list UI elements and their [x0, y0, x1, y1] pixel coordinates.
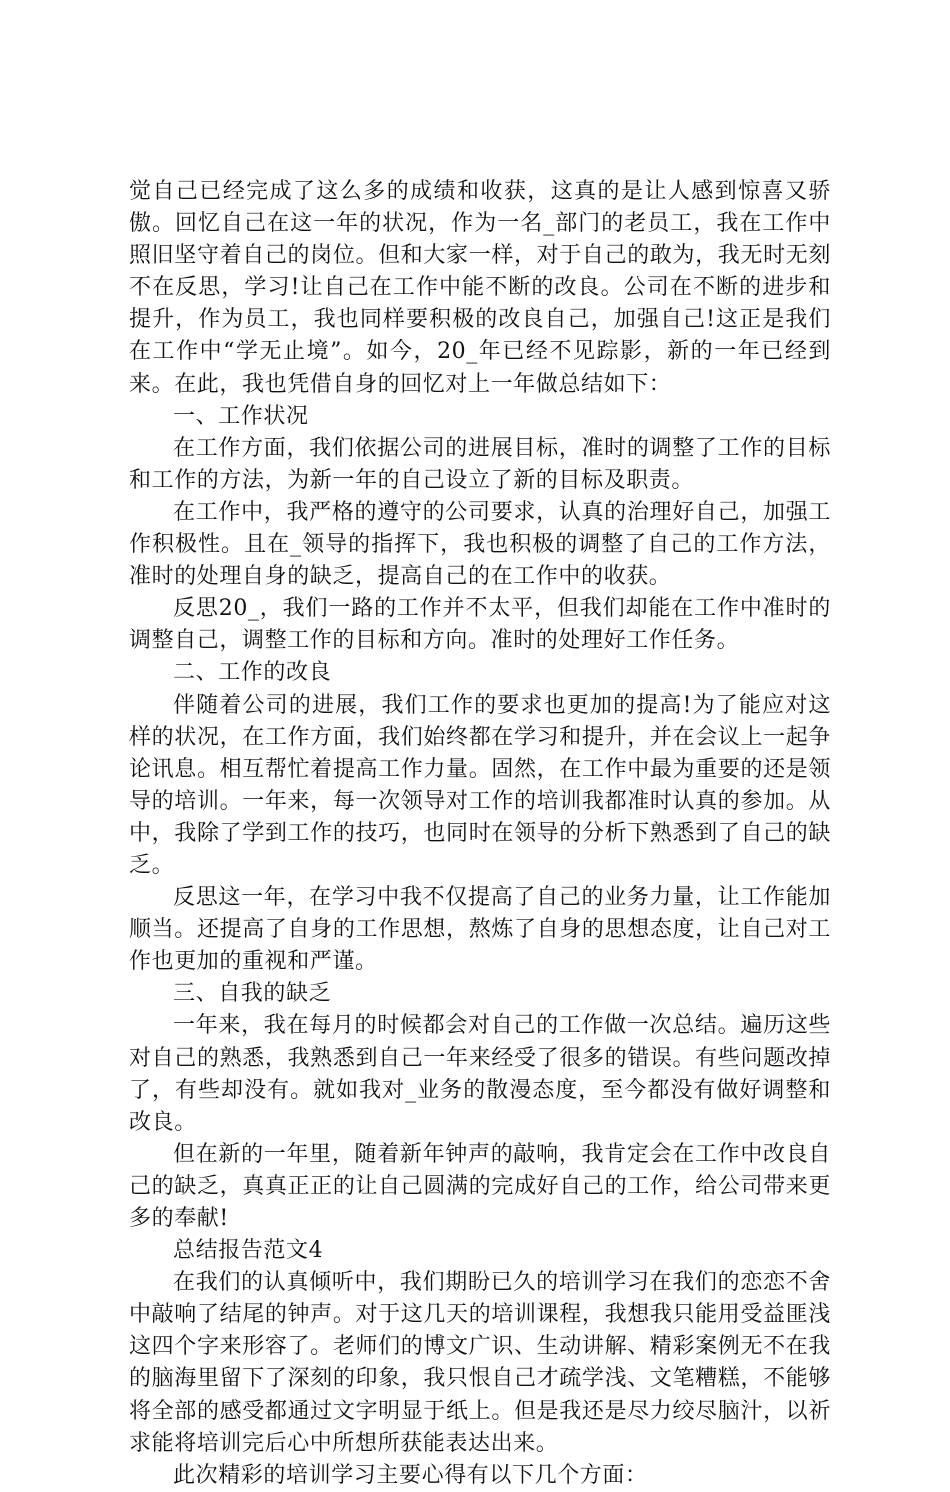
paragraph-work-discipline: 在工作中，我严格的遵守的公司要求，认真的治理好自己，加强工作积极性。且在_领导的指挥下，我也积极的调整了自己的工作方法，准时的处理自身的缺乏，提高自己的在工作中的收获。 [129, 499, 831, 590]
paragraph-new-year: 但在新的一年里，随着新年钟声的敲响，我肯定会在工作中改良自己的缺乏，真真正正的让自己圆满的完成好自己的工作，给公司带来更多的奉献! [129, 1141, 831, 1231]
section-heading-work-improvement: 二、工作的改良 [173, 660, 332, 686]
document-page [129, 176, 831, 1492]
paragraph-reflection-year: 反思20_，我们一路的工作并不太平，但我们却能在工作中准时的调整自己，调整工作的目标和方向。准时的处理好工作任务。 [129, 596, 831, 654]
paragraph-training: 伴随着公司的进展，我们工作的要求也更加的提高!为了能应对这样的状况，在工作方面，我们始终都在学习和提升，并在会议上一起争论讯息。相互帮忙着提高工作力量。固然，在工作中最为重要的还是领导的培训。一年来，每一次领导对工作的培训我都准时认真的参加。从中，我除了学到工作的技巧，也同时在领导的分析下熟悉到了自己的缺乏。 [129, 692, 831, 878]
paragraph-work-aspect: 在工作方面，我们依据公司的进展目标，准时的调整了工作的目标和工作的方法，为新一年的自己设立了新的目标及职责。 [129, 435, 831, 493]
section-heading-self-shortcomings: 三、自我的缺乏 [173, 981, 332, 1007]
paragraph-intro: 觉自己已经完成了这么多的成绩和收获，这真的是让人感到惊喜又骄傲。回忆自己在这一年的状况，作为一名_部门的老员工，我在工作中照旧坚守着自己的岗位。但和大家一样，对于自己的敢为，我无时无刻不在反思，学习!让自己在工作中能不断的改良。公司在不断的进步和提升，作为员工，我也同样要积极的改良自己，加强自己!这正是我们在工作中“学无止境”。如今，20_年已经不见踪影，新的一年已经到来。在此，我也凭借自身的回忆对上一年做总结如下： [129, 179, 831, 397]
paragraph-training-end: 在我们的认真倾听中，我们期盼已久的培训学习在我们的恋恋不舍中敲响了结尾的钟声。对于这几天的培训课程，我想我只能用受益匪浅这四个字来形容了。老师们的博文广识、生动讲解、精彩案例无不在我的脑海里留下了深刻的印象，我只恨自己才疏学浅、文笔糟糕，不能够将全部的感受都通过文字明显于纸上。但是我还是尽力绞尽脑汁，以祈求能将培训完后心中所想所获能表达出来。 [129, 1270, 831, 1456]
section-heading-work-status: 一、工作状况 [173, 403, 309, 429]
paragraph-monthly-summary: 一年来，我在每月的时候都会对自己的工作做一次总结。遍历这些对自己的熟悉，我熟悉到自己一年来经受了很多的错误。有些问题改掉了，有些却没有。就如我对_业务的散漫态度，至今都没有做好调整和改良。 [129, 1013, 831, 1135]
section-heading-report-sample-4: 总结报告范文4 [173, 1238, 324, 1264]
paragraph-reflection-learning: 反思这一年，在学习中我不仅提高了自己的业务力量，让工作能加顺当。还提高了自身的工作思想，熬炼了自身的思想态度，让自己对工作也更加的重视和严谨。 [129, 885, 831, 975]
paragraph-training-insights: 此次精彩的培训学习主要心得有以下几个方面： [173, 1462, 648, 1488]
